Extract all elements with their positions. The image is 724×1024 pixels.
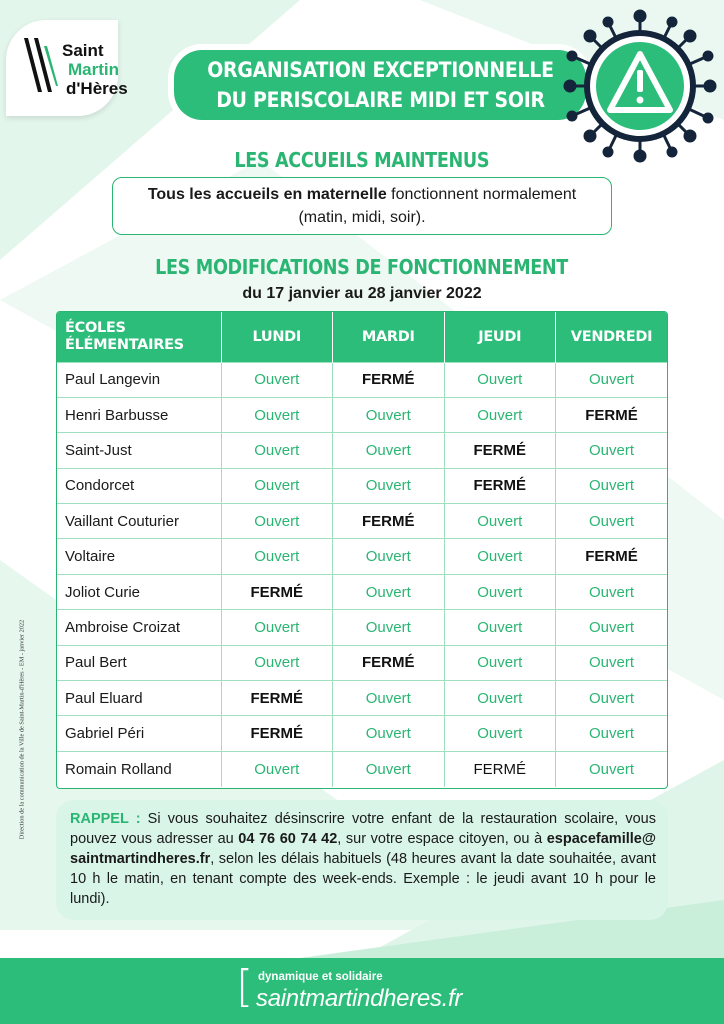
day-status: FERMÉ bbox=[556, 539, 668, 574]
day-status: Ouvert bbox=[221, 362, 333, 397]
header-day: JEUDI bbox=[444, 312, 556, 362]
day-status: Ouvert bbox=[556, 433, 668, 468]
day-status: Ouvert bbox=[444, 610, 556, 645]
school-name: Henri Barbusse bbox=[57, 397, 221, 432]
school-name: Paul Langevin bbox=[57, 362, 221, 397]
table-row bbox=[57, 681, 667, 716]
day-status: Ouvert bbox=[556, 645, 668, 680]
day-status: Ouvert bbox=[556, 504, 668, 539]
maintained-text-line2: (matin, midi, soir). bbox=[298, 209, 426, 226]
table-row bbox=[57, 362, 667, 397]
day-status: Ouvert bbox=[444, 504, 556, 539]
day-status: FERMÉ bbox=[556, 397, 668, 432]
credit-side-note: Direction de la communication de la Ville de Saint-Martin-d'Hères - EM - janvier 2022 bbox=[18, 619, 26, 840]
day-status: Ouvert bbox=[333, 433, 445, 468]
rappel-email: espacefamille@ saintmartindheres.fr bbox=[70, 831, 656, 867]
modifications-heading: LES MODIFICATIONS DE FONCTIONNEMENT bbox=[155, 255, 569, 279]
rappel-box bbox=[56, 800, 668, 920]
logo-text-dheres: d'Hères bbox=[66, 79, 128, 98]
maintained-heading: LES ACCUEILS MAINTENUS bbox=[234, 148, 490, 172]
day-status: FERMÉ bbox=[333, 504, 445, 539]
school-name: Voltaire bbox=[57, 539, 221, 574]
school-name: Paul Eluard bbox=[57, 681, 221, 716]
school-name: Romain Rolland bbox=[57, 751, 221, 786]
day-status: Ouvert bbox=[221, 645, 333, 680]
title-line-1: ORGANISATION EXCEPTIONNELLE bbox=[206, 58, 554, 82]
day-status: Ouvert bbox=[221, 468, 333, 503]
day-status: FERMÉ bbox=[221, 681, 333, 716]
header-day: VENDREDI bbox=[556, 312, 668, 362]
day-status: Ouvert bbox=[221, 751, 333, 786]
logo-text-martin: Martin bbox=[68, 60, 119, 79]
table-row bbox=[57, 539, 667, 574]
school-name: Saint-Just bbox=[57, 433, 221, 468]
day-status: Ouvert bbox=[221, 610, 333, 645]
day-status: Ouvert bbox=[333, 716, 445, 751]
day-status: Ouvert bbox=[444, 681, 556, 716]
table-row bbox=[57, 504, 667, 539]
rappel-text-2: , sur votre espace citoyen, ou à bbox=[337, 831, 547, 847]
day-status: Ouvert bbox=[556, 716, 668, 751]
day-status: Ouvert bbox=[333, 681, 445, 716]
day-status: Ouvert bbox=[221, 504, 333, 539]
rappel-label: RAPPEL : bbox=[70, 811, 141, 827]
rappel-phone: 04 76 60 74 42 bbox=[238, 831, 338, 847]
header-day: LUNDI bbox=[221, 312, 333, 362]
day-status: Ouvert bbox=[333, 468, 445, 503]
rappel-text-1: Si vous souhaitez désinscrire votre enfant de la restauration scolaire, vous pouvez vous adresser au bbox=[70, 811, 656, 847]
day-status: FERMÉ bbox=[444, 433, 556, 468]
table-row bbox=[57, 433, 667, 468]
title-line-2: DU PERISCOLAIRE MIDI ET SOIR bbox=[215, 88, 545, 112]
school-name: Ambroise Croizat bbox=[57, 610, 221, 645]
day-status: Ouvert bbox=[556, 468, 668, 503]
title-banner bbox=[168, 44, 592, 126]
day-status: FERMÉ bbox=[221, 574, 333, 609]
day-status: Ouvert bbox=[556, 362, 668, 397]
city-logo bbox=[6, 20, 128, 116]
school-name: Vaillant Couturier bbox=[57, 504, 221, 539]
maintained-text-rest: fonctionnent normalement bbox=[386, 186, 577, 203]
day-status: Ouvert bbox=[333, 751, 445, 786]
table-row bbox=[57, 397, 667, 432]
school-name: Joliot Curie bbox=[57, 574, 221, 609]
footer-site: saintmartindheres.fr bbox=[256, 985, 463, 1012]
day-status: Ouvert bbox=[221, 433, 333, 468]
virus-warning-icon bbox=[560, 6, 720, 166]
logo-text-saint: Saint bbox=[62, 41, 104, 60]
day-status: Ouvert bbox=[221, 397, 333, 432]
school-name: Paul Bert bbox=[57, 645, 221, 680]
rappel-text-3: , selon les délais habituels (48 heures avant la date souhaitée, avant 10 h le matin, en tenant compte des week-ends. Exemple : le jeudi avant 10 h pour le lundi). bbox=[70, 851, 656, 907]
day-status: Ouvert bbox=[444, 362, 556, 397]
day-status: Ouvert bbox=[556, 610, 668, 645]
header-day: MARDI bbox=[333, 312, 445, 362]
header-schools: ÉCOLES ÉLÉMENTAIRES bbox=[57, 312, 221, 362]
day-status: Ouvert bbox=[444, 716, 556, 751]
day-status: Ouvert bbox=[221, 539, 333, 574]
day-status: Ouvert bbox=[556, 681, 668, 716]
day-status: FERMÉ bbox=[221, 716, 333, 751]
logo-marks-icon bbox=[20, 36, 60, 100]
schedule-table bbox=[56, 311, 668, 789]
table-row bbox=[57, 645, 667, 680]
day-status: Ouvert bbox=[444, 397, 556, 432]
day-status: Ouvert bbox=[333, 539, 445, 574]
day-status: Ouvert bbox=[556, 751, 668, 786]
maintained-text-bold: Tous les accueils en maternelle bbox=[147, 186, 387, 203]
day-status: Ouvert bbox=[444, 645, 556, 680]
day-status: Ouvert bbox=[333, 397, 445, 432]
day-status: FERMÉ bbox=[333, 362, 445, 397]
day-status: Ouvert bbox=[444, 574, 556, 609]
day-status: FERMÉ bbox=[444, 751, 556, 786]
day-status: Ouvert bbox=[333, 610, 445, 645]
table-row bbox=[57, 468, 667, 503]
table-row bbox=[57, 574, 667, 609]
table-row bbox=[57, 610, 667, 645]
day-status: FERMÉ bbox=[333, 645, 445, 680]
table-row bbox=[57, 716, 667, 751]
day-status: Ouvert bbox=[444, 539, 556, 574]
day-status: FERMÉ bbox=[444, 468, 556, 503]
table-header-row bbox=[57, 312, 667, 362]
maintained-info-box bbox=[112, 177, 612, 235]
footer-tagline: dynamique et solidaire bbox=[258, 971, 383, 983]
day-status: Ouvert bbox=[556, 574, 668, 609]
day-status: Ouvert bbox=[333, 574, 445, 609]
school-name: Gabriel Péri bbox=[57, 716, 221, 751]
modifications-period: du 17 janvier au 28 janvier 2022 bbox=[242, 285, 482, 302]
school-name: Condorcet bbox=[57, 468, 221, 503]
table-row bbox=[57, 751, 667, 786]
footer-brace-icon: [ bbox=[236, 961, 254, 1012]
